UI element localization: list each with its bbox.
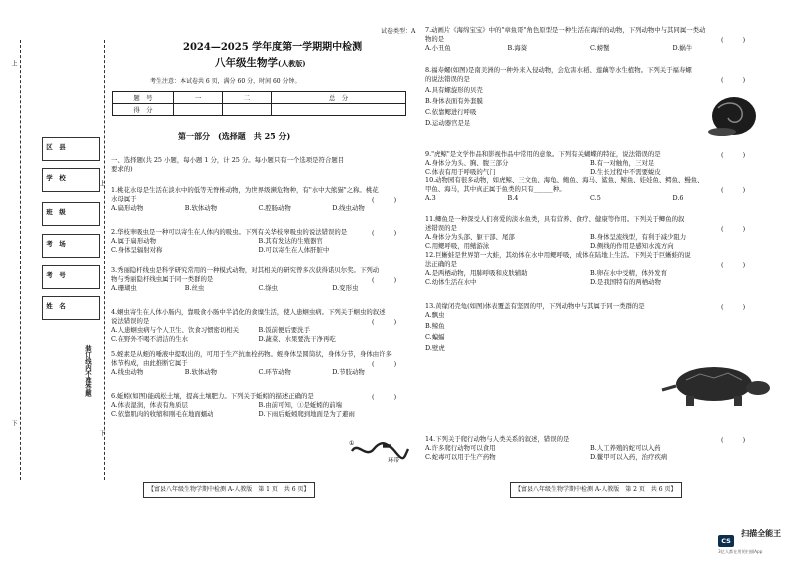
question-text: 6.蚯蚓(如图)能疏松土壤，提高土壤肥力。下列关于蚯蚓的描述正确的是 (111, 392, 314, 400)
answer-option[interactable]: A.具有螺旋形的贝壳 (425, 86, 483, 94)
answer-option[interactable]: A.属于扁形动物 (111, 237, 156, 245)
score-cell: 总 分 (272, 92, 406, 104)
answer-option[interactable]: D.变形虫 (332, 284, 359, 292)
turtle-tail (662, 386, 676, 390)
answer-blank[interactable]: ( ) (721, 436, 746, 444)
question-text: 体节构成，由此推断它属于 (111, 359, 188, 367)
question-text: 述错误的是 (425, 224, 457, 232)
answer-option[interactable]: A.线虫动物 (111, 368, 144, 376)
answer-option[interactable]: D.蜗牛 (672, 44, 693, 52)
answer-blank[interactable]: ( ) (721, 303, 746, 311)
binding-mark-top: 上 (10, 60, 17, 66)
question-text: 甲鱼、海马，其中真正属于鱼类的只有______种。 (425, 185, 566, 193)
answer-blank[interactable]: ( ) (372, 393, 397, 401)
question-text: 9."虎鲸"是文学作品和影视作品中常用的意象。下列有关蝴蝶的特征，说法错误的是 (425, 150, 661, 158)
answer-blank[interactable]: ( ) (721, 76, 746, 84)
answer-option[interactable]: D.鳖甲可以入药，治疗疾病 (590, 453, 668, 461)
question-text: 物的是 (425, 35, 445, 43)
answer-option[interactable]: B.丝虫 (184, 284, 205, 292)
earthworm-figure (348, 437, 410, 463)
answer-option[interactable]: B.4 (507, 194, 519, 202)
answer-option[interactable]: C.用鳃呼吸，用鳍游泳 (425, 242, 490, 250)
field-exam-room-label: 考 场 (46, 240, 66, 248)
field-name-label: 姓 名 (46, 302, 66, 310)
score-cell: 题 号 (113, 92, 174, 104)
answer-option[interactable]: D.是我国特有的两栖动物 (590, 278, 661, 286)
question-text: 水母属于 (111, 195, 137, 203)
question-text: 的说法错误的是 (425, 75, 470, 83)
score-table (112, 91, 406, 116)
answer-option[interactable]: C.幼体生活在水中 (425, 278, 477, 286)
answer-option[interactable]: C.螃蟹 (590, 44, 610, 52)
answer-option[interactable]: A.3 (425, 194, 436, 202)
turtle-leg-back (686, 396, 694, 406)
answer-option[interactable]: A.身体分为头部、躯干部、尾部 (425, 233, 515, 241)
answer-option[interactable]: A.人患蛔虫病与个人卫生、饮食习惯密切相关 (111, 326, 240, 334)
answer-option[interactable]: D.侧线的作用是感知水流方向 (590, 242, 674, 250)
subject-title (215, 55, 306, 70)
part1-instruction-line2: 要求的) (111, 165, 133, 173)
answer-option[interactable]: B.鲸鱼 (425, 322, 445, 330)
answer-option[interactable]: B.身体呈流线型，有利于减少阻力 (590, 233, 687, 241)
answer-option[interactable]: B.其有发达的生殖器官 (258, 237, 323, 245)
question-text: 10.动物园有很多动物，如虎鲸、三文鱼、海龟、鲍鱼、海马、鲨鱼、鲸鱼、娃娃鱼、鳄鱼、鳗鱼、 (425, 176, 704, 184)
binding-strip (0, 0, 108, 561)
score-cell: 得 分 (113, 104, 174, 116)
question-text: 12.巨蜥蛙是世界第一大蛙，其幼体在水中用鳃呼吸，成体在陆地上生活。下列关于巨蜥蛙的说 (425, 251, 691, 259)
part1-instruction-line1: 一、选择题(共 25 小题，每小题 1 分，计 25 分。每小题只有一个选项是符合题目 (111, 156, 345, 164)
answer-option[interactable]: B.软体动物 (184, 204, 218, 212)
score-table-header (113, 92, 406, 104)
score-cell: 一 (174, 92, 223, 104)
answer-blank[interactable]: ( ) (721, 186, 746, 194)
field-school-label: 学 校 (46, 174, 66, 182)
answer-option[interactable]: C.体表有用于呼吸的气门 (425, 168, 496, 176)
answer-option[interactable]: A.是两栖动物，用肺呼吸和皮肤辅助 (425, 269, 528, 277)
question-text: 法正确的是 (425, 260, 457, 268)
answer-option[interactable]: B.软体动物 (184, 368, 218, 376)
binding-line-outer (20, 40, 21, 480)
exam-type: 试卷类型：A (381, 28, 416, 35)
answer-blank[interactable]: ( ) (372, 229, 397, 237)
answer-option[interactable]: A.许多爬行动物可以食用 (425, 444, 496, 452)
turtle-shell (676, 367, 752, 401)
answer-blank[interactable]: ( ) (721, 261, 746, 269)
question-text: 13.黄缘闭壳龟(如图)体表覆盖有坚固的甲，下列动物中与其属于同一类群的是 (425, 302, 645, 310)
part1-heading: 第一部分 (选择题 共 25 分) (178, 131, 291, 141)
answer-blank[interactable]: ( ) (372, 276, 397, 284)
answer-option[interactable]: A.身体分为头、胸、腹三部分 (425, 159, 509, 167)
answer-option[interactable]: C.身体呈辐射对称 (111, 246, 163, 254)
answer-blank[interactable]: ( ) (372, 318, 397, 326)
earthworm-caption: 环带 (388, 458, 400, 463)
answer-option[interactable]: D.可以寄生在人体肝脏中 (258, 246, 330, 254)
binding-line-inner (104, 40, 105, 480)
answer-blank[interactable]: ( ) (372, 196, 397, 204)
answer-option[interactable]: D.运动器官是足 (425, 119, 471, 127)
question-text: 物与秀丽隐杆线虫属于同一类群的是 (111, 275, 214, 283)
answer-option[interactable]: C.依靠肌肉的收缩和刚毛在地面蠕动 (111, 410, 214, 418)
answer-option[interactable]: C.绦虫 (258, 284, 278, 292)
answer-option[interactable]: A.珊瑚虫 (111, 284, 137, 292)
question-text: 1.桃花水母是生活在淡水中的低等无脊椎动物，为世界级濒危物种，有"水中大熊猫"之称。桃花 (111, 186, 379, 194)
answer-option[interactable]: B.人工养殖的蛇可以入药 (590, 444, 661, 452)
binding-mark-top-inner: 上 (98, 180, 105, 186)
question-text: 说法错误的是 (111, 317, 150, 325)
answer-option[interactable]: A.小丑鱼 (425, 44, 451, 52)
earthworm-body (352, 443, 408, 458)
answer-option[interactable]: B.饭前便后要洗手 (258, 326, 310, 334)
binding-warning: 装订线内不准答题 (84, 345, 92, 397)
answer-option[interactable]: D.下雨后蚯蚓爬到地面是为了避雨 (258, 410, 355, 418)
scanner-logo (718, 528, 781, 555)
question-text: 8.福寿螺(如图)是南美洲的一种外来入侵动物，会危害水稻、莲藕等水生植物。下列关于福寿螺 (425, 66, 692, 74)
apple-snail-figure (706, 94, 760, 138)
footer-page1: 【富县八年级生物学期中检测 A-人教版 第 1 页 共 6 页】 (143, 482, 315, 498)
answer-option[interactable]: D.线虫动物 (332, 204, 365, 212)
turtle-head (746, 381, 770, 395)
answer-option[interactable]: C.腔肠动物 (258, 204, 291, 212)
binding-mark-bottom-inner: 下 (98, 430, 105, 436)
answer-blank[interactable]: ( ) (721, 151, 746, 159)
answer-option[interactable]: B.海葵 (507, 44, 528, 52)
turtle-figure (656, 358, 774, 410)
question-text: 5.蛭素是从蛭的唾液中提取出的，可用于生产抗血栓药物。蛭身体呈圆筒状，身体分节，身体由许多 (111, 350, 392, 358)
field-class-label: 班 级 (46, 208, 66, 216)
answer-option[interactable]: C.环节动物 (258, 368, 291, 376)
score-cell: 二 (223, 92, 272, 104)
question-text: 3.秀丽隐杆线虫是科学研究常用的一种模式动物，对其相关的研究曾多次获得诺贝尔奖。下列动 (111, 266, 380, 274)
answer-option[interactable]: C.蝙蝠 (425, 333, 445, 341)
answer-option[interactable]: C.5 (590, 194, 601, 202)
field-exam-number-label: 考 号 (46, 271, 66, 279)
question-text: 7.动画片《海绵宝宝》中的"章鱼哥"角色原型是一种生活在海洋的动物，下列动物中与其同属一类动 (425, 26, 706, 34)
score-input[interactable] (223, 104, 272, 116)
answer-option[interactable]: D.节肢动物 (332, 368, 365, 376)
binding-mark-bottom: 下 (10, 420, 17, 426)
question-text: 11.鲫鱼是一种深受人们喜爱的淡水鱼类，具有营养、食疗、健康等作用。下列关于鲫鱼的叙 (425, 215, 685, 223)
exam-title: 2024—2025 学年度第一学期期中检测 (183, 42, 363, 53)
field-district-label: 区 县 (46, 143, 66, 151)
answer-option[interactable]: D.壁虎 (425, 344, 445, 352)
scanner-tagline: 3亿人都在用的扫描App (718, 549, 763, 554)
turtle-leg-front (734, 396, 742, 406)
answer-option[interactable]: C.蛇毒可以用于生产药物 (425, 453, 496, 461)
answer-option[interactable]: A.体表湿润，体表有角质层 (111, 401, 188, 409)
scanner-name: 扫描全能王 (741, 529, 782, 538)
footer-page2: 【富县八年级生物学期中检测 A-人教版 第 2 页 共 6 页】 (510, 482, 682, 498)
answer-option[interactable]: A.扁形动物 (111, 204, 144, 212)
answer-option[interactable]: A.飘虫 (425, 311, 445, 319)
answer-option[interactable]: B.身体表面有外套膜 (425, 97, 483, 105)
answer-option[interactable]: D.蔬菜、水果要洗干净再吃 (258, 335, 336, 343)
exam-notice: 考生注意：本试卷共 6 页，满分 60 分，时间 60 分钟。 (150, 78, 301, 85)
score-input[interactable] (174, 104, 223, 116)
answer-option[interactable]: C.在野外不喝不清洁的生水 (111, 335, 188, 343)
score-input[interactable] (272, 104, 406, 116)
score-table-row (113, 104, 406, 116)
question-text: 14.下列关于爬行动物与人类关系的叙述，错误的是 (425, 435, 570, 443)
answer-option[interactable]: D.生长过程中不需要蜕皮 (590, 168, 661, 176)
answer-blank[interactable]: ( ) (372, 360, 397, 368)
answer-blank[interactable]: ( ) (721, 36, 746, 44)
question-text: 4.蛔虫寄生在人体小肠内，靠吸食小肠中半消化的食糜生活，使人患蛔虫病。下列关于蛔虫的叙述 (111, 308, 386, 316)
answer-option[interactable]: B.由前可知，①是蚯蚓的前端 (258, 401, 342, 409)
snail-foot (708, 128, 736, 136)
earthworm-marker: ① (349, 440, 355, 447)
answer-option[interactable]: B.有一对触角，三对足 (590, 159, 655, 167)
subject-edition: (人教版) (278, 59, 306, 68)
scanner-badge: CS (718, 535, 734, 547)
answer-option[interactable]: B.卵在水中受精，体外发育 (590, 269, 668, 277)
question-text: 2.华枝睾吸虫是一种可以寄生在人体内的吸虫。下列有关华枝睾吸虫的说法错误的是 (111, 228, 348, 236)
answer-option[interactable]: C.依靠鳃进行呼吸 (425, 108, 477, 116)
answer-blank[interactable]: ( ) (721, 225, 746, 233)
subject-name: 八年级生物学 (215, 57, 278, 69)
answer-option[interactable]: D.6 (672, 194, 684, 202)
